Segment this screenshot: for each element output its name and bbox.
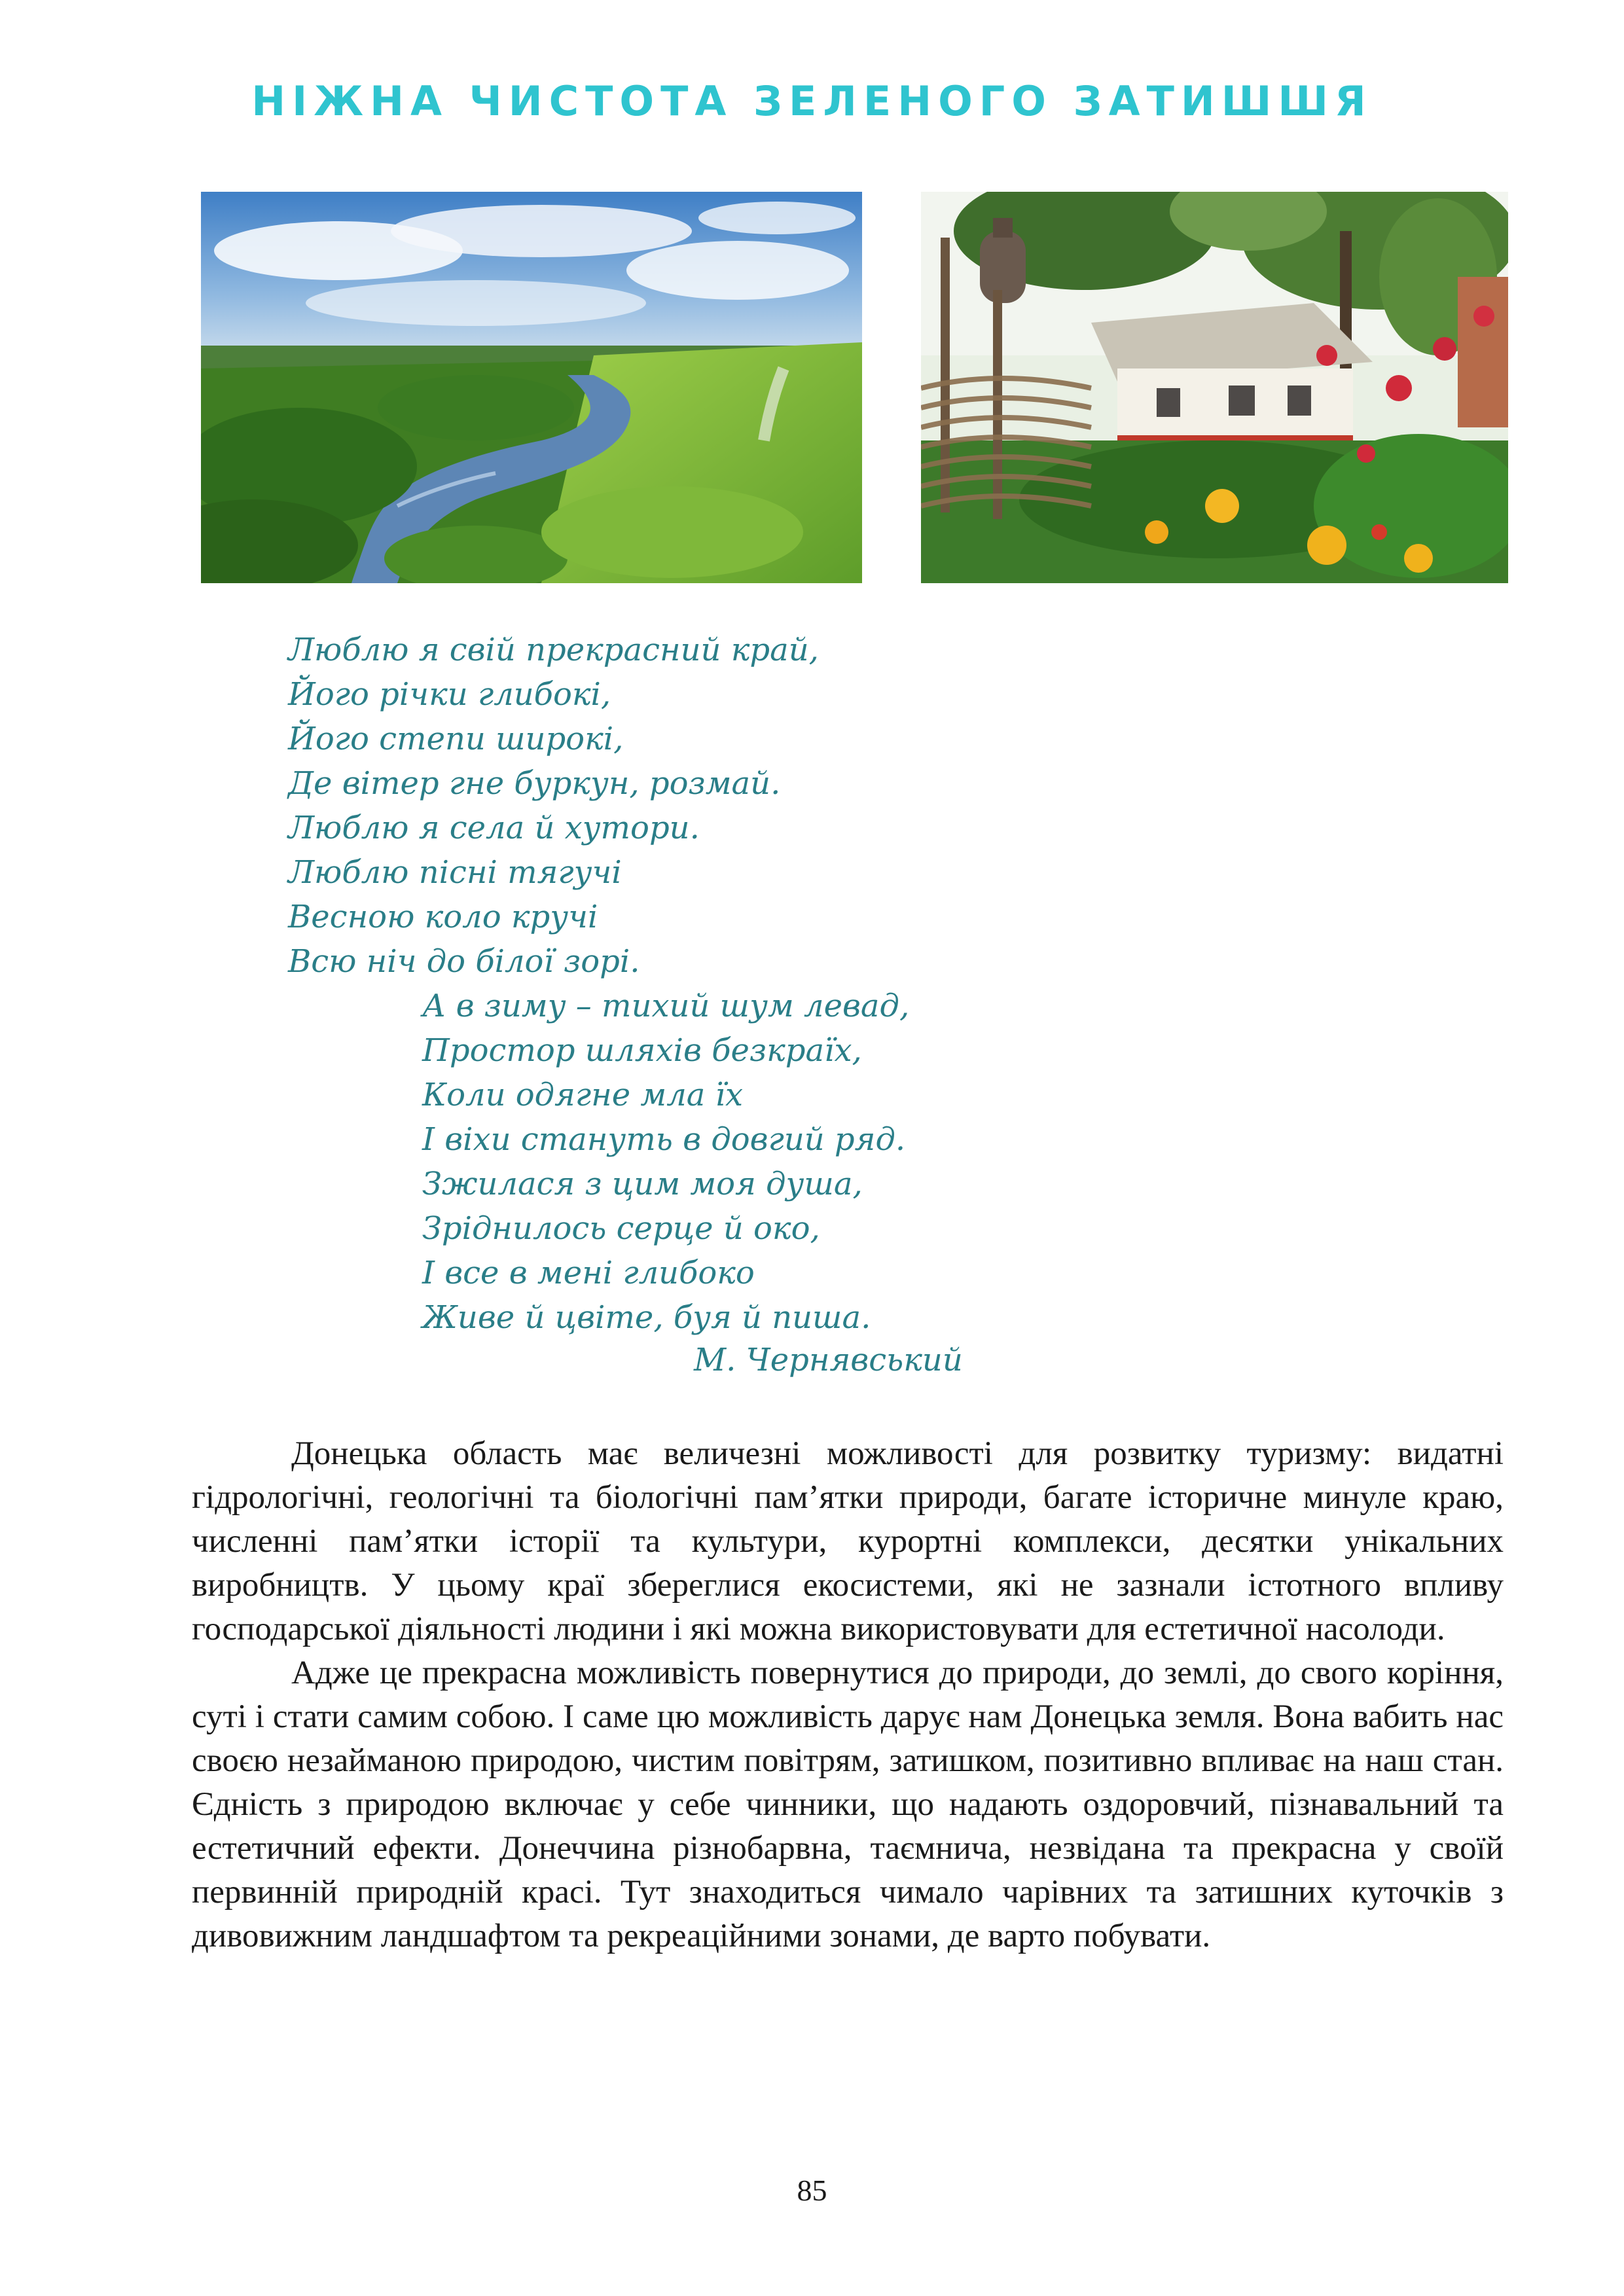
body-text xyxy=(192,1432,1504,1958)
poem-author: М. Чернявський xyxy=(694,1342,963,1378)
poem-line: Його річки глибокі, xyxy=(288,676,611,713)
poem-line: Зріднилось серце й око, xyxy=(422,1210,820,1247)
poem-line: І віхи стануть в довгий ряд. xyxy=(422,1121,906,1158)
poem-line: Живе й цвіте, буя й пиша. xyxy=(422,1299,871,1336)
poem-line: Зжилася з цим моя душа, xyxy=(422,1166,863,1202)
poem-line: І все в мені глибоко xyxy=(422,1255,755,1291)
paragraph: Адже це прекрасна можливість повернутися до природи, до землі, до свого коріння, суті і стати самим собою. І саме цю можливість дарує нам Донецька земля. Вона вабить нас своєю незайманою природою, чистим повітрям, затишком, позитивно впливає на наш стан. Єдність з природою включає у себе чинники, що надають оздоровчий, пізнавальний та естетичний ефекти. Донеччина різнобарвна, таємнича, незвідана та прекрасна у своїй первинній природній красі. Тут знаходиться чимало чарівних та затишних куточків з дивовижним ландшафтом та рекреаційними зонами, де варто побувати. xyxy=(192,1655,1504,1954)
poem-line: А в зиму – тихий шум левад, xyxy=(422,988,910,1024)
poem-line: Де вітер гне буркун, розмай. xyxy=(288,765,781,802)
paragraph: Донецька область має величезні можливості для розвитку туризму: видатні гідрологічні, геологічні та біологічні пам’ятки природи, багате історичне минуле краю, численні пам’ятки історії та культури, курортні комплекси, десятки унікальних виробництв. У цьому краї збереглися екосистеми, які не зазнали істотного впливу господарської діяльності людини і які можна використовувати для естетичної насолоди. xyxy=(192,1435,1504,1647)
poem-line: Всю ніч до білої зорі. xyxy=(288,943,640,980)
poem-line: Люблю я свій прекрасний край, xyxy=(288,632,819,668)
page-title: НІЖНА ЧИСТОТА ЗЕЛЕНОГО ЗАТИШШЯ xyxy=(251,77,1373,125)
village-house-photo xyxy=(921,192,1508,583)
poem-line: Весною коло кручі xyxy=(288,899,598,935)
page-number: 85 xyxy=(797,2174,827,2207)
poem-line: Люблю я села й хутори. xyxy=(288,810,700,846)
poem-line: Коли одягне мла їх xyxy=(422,1077,744,1113)
poem-line: Люблю пісні тягучі xyxy=(288,854,622,891)
poem-line: Простор шляхів безкраїх, xyxy=(422,1032,862,1069)
river-valley-photo xyxy=(201,192,862,583)
poem-line: Його степи широкі, xyxy=(288,721,624,757)
